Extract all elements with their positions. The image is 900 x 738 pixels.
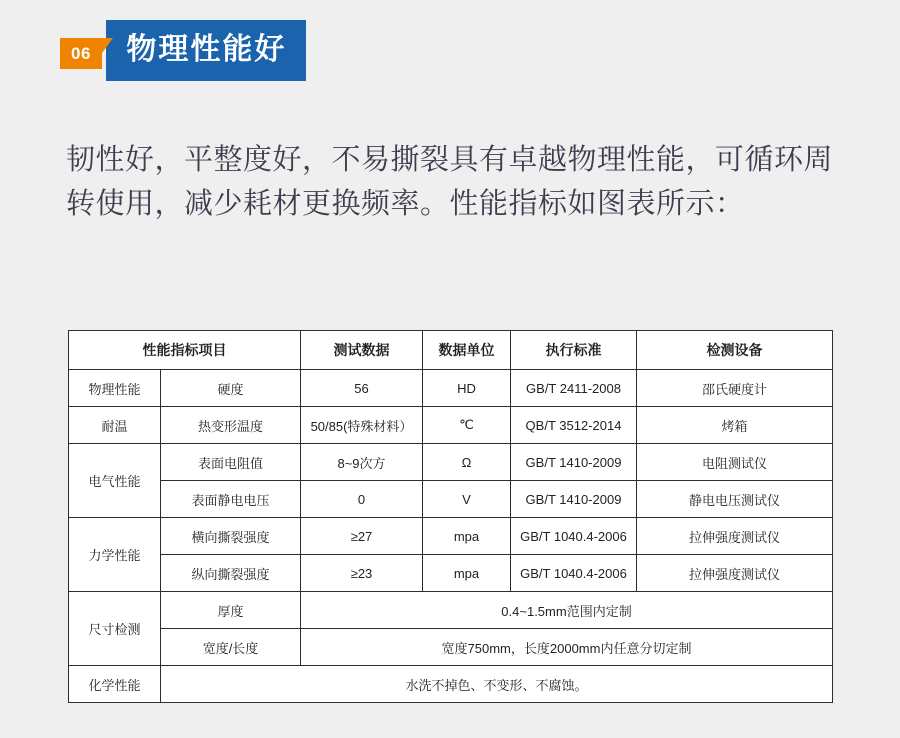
row-value: 8~9次方 [301, 444, 423, 481]
row-span-text: 宽度750mm，长度2000mm内任意分切定制 [301, 629, 833, 666]
row-item: 表面电阻值 [161, 444, 301, 481]
table-header-cell-3: 执行标准 [511, 331, 637, 370]
table-row [69, 481, 833, 518]
row-value: ≥23 [301, 555, 423, 592]
row-standard: GB/T 2411-2008 [511, 370, 637, 407]
section-number-badge: 06 [60, 38, 102, 69]
row-item: 纵向撕裂强度 [161, 555, 301, 592]
table-row [69, 518, 833, 555]
table-header-cell-0: 性能指标项目 [69, 331, 301, 370]
row-device: 电阻测试仪 [637, 444, 833, 481]
row-category: 物理性能 [69, 370, 161, 407]
section-header [60, 22, 360, 81]
row-value: 50/85(特殊材料） [301, 407, 423, 444]
row-item: 硬度 [161, 370, 301, 407]
table-row [69, 407, 833, 444]
table-header-cell-1: 测试数据 [301, 331, 423, 370]
row-value: ≥27 [301, 518, 423, 555]
row-category: 尺寸检测 [69, 592, 161, 666]
row-unit: mpa [423, 518, 511, 555]
row-item: 横向撕裂强度 [161, 518, 301, 555]
content-sheet [50, 0, 850, 738]
row-category: 力学性能 [69, 518, 161, 592]
table-row [69, 370, 833, 407]
row-value: 0 [301, 481, 423, 518]
row-unit: ℃ [423, 407, 511, 444]
row-item: 宽度/长度 [161, 629, 301, 666]
row-item: 厚度 [161, 592, 301, 629]
row-standard: GB/T 1410-2009 [511, 444, 637, 481]
table-row [69, 592, 833, 629]
row-standard: GB/T 1040.4-2006 [511, 555, 637, 592]
row-standard: QB/T 3512-2014 [511, 407, 637, 444]
row-device: 烤箱 [637, 407, 833, 444]
table-header-cell-4: 检测设备 [637, 331, 833, 370]
section-title: 物理性能好 [106, 20, 306, 81]
row-standard: GB/T 1040.4-2006 [511, 518, 637, 555]
row-category: 耐温 [69, 407, 161, 444]
row-standard: GB/T 1410-2009 [511, 481, 637, 518]
row-unit: V [423, 481, 511, 518]
table-row [69, 629, 833, 666]
row-unit: Ω [423, 444, 511, 481]
spec-table-wrapper [68, 330, 832, 703]
row-unit: HD [423, 370, 511, 407]
spec-table [68, 330, 833, 703]
row-device: 静电电压测试仪 [637, 481, 833, 518]
row-item: 热变形温度 [161, 407, 301, 444]
row-device: 邵氏硬度计 [637, 370, 833, 407]
row-category: 电气性能 [69, 444, 161, 518]
row-span-text: 0.4~1.5mm范围内定制 [301, 592, 833, 629]
row-span-text: 水洗不掉色、不变形、不腐蚀。 [161, 666, 833, 703]
row-unit: mpa [423, 555, 511, 592]
row-device: 拉伸强度测试仪 [637, 555, 833, 592]
row-value: 56 [301, 370, 423, 407]
table-row [69, 555, 833, 592]
table-header-cell-2: 数据单位 [423, 331, 511, 370]
row-item: 表面静电电压 [161, 481, 301, 518]
lead-paragraph: 韧性好，平整度好，不易撕裂具有卓越物理性能，可循环周转使用，减少耗材更换频率。性能指标如图表所示： [66, 144, 834, 221]
row-category: 化学性能 [69, 666, 161, 703]
table-header-row [69, 331, 833, 370]
row-device: 拉伸强度测试仪 [637, 518, 833, 555]
table-row [69, 444, 833, 481]
table-row [69, 666, 833, 703]
